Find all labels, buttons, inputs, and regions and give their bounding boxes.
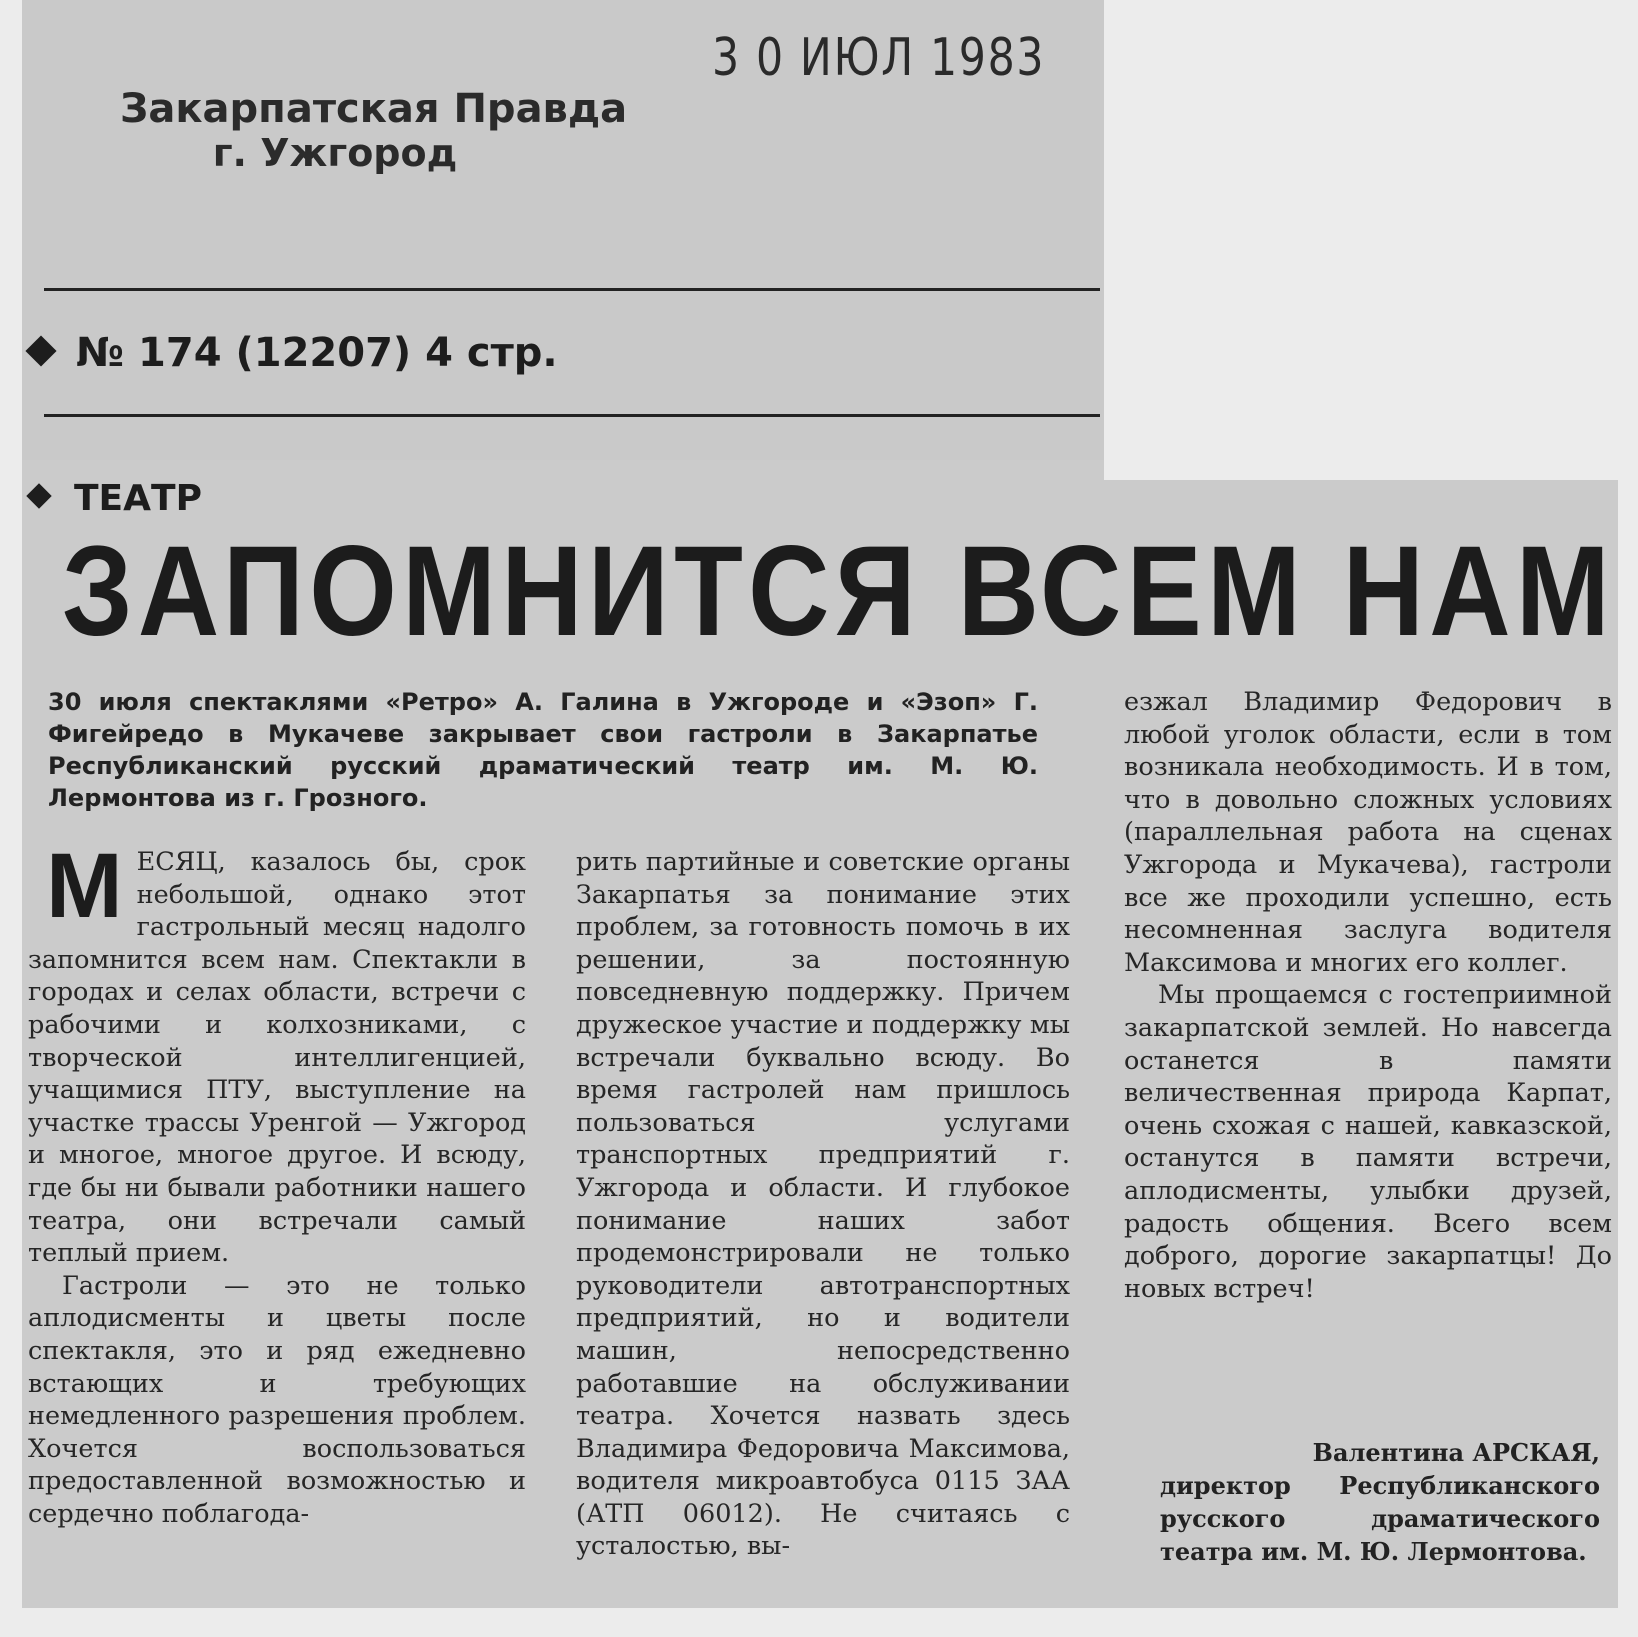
lead-paragraph: 30 июля спектаклями «Ретро» А. Галина в Ужгороде и «Эзоп» Г. Фигейредо в Мукачеве закрывает свои гастроли в Закарпатье Республиканский русский драматический театр им. М. Ю. Лермонтова из г. Грозного. [48, 688, 1038, 812]
divider-top [44, 288, 1100, 291]
article-column-3 [1124, 686, 1612, 1305]
paragraph: рить партийные и советские органы Закарпатья за понимание этих проблем, за готовность помочь в их решении, за постоянную повседневную поддержку. Причем дружеское участие и поддержку мы встречали буквально всюду. Во время гастролей нам пришлось пользоваться услугами транспортных предприятий г. Ужгорода и области. И глубокое понимание наших забот продемонстрировали не только руководители автотранспортных предприятий, но и водители машин, непосредственно работавшие на обслуживании театра. Хочется назвать здесь Владимира Федоровича Максимова, водителя микроавтобуса 0115 ЗАА (АТП 06012). Не считаясь с усталостью, вы- [576, 847, 1070, 1562]
paragraph [28, 835, 526, 1270]
issue-number: № 174 (12207) 4 стр. [76, 330, 558, 376]
stamp-newspaper-name: Закарпатская Правда [120, 86, 628, 132]
author-name: Валентина АРСКАЯ, [1312, 1438, 1600, 1467]
date-stamp: 3 0 ИЮЛ 1983 [712, 28, 1046, 88]
author-title: директор Республиканского русского драматического театра им. М. Ю. Лермонтова. [1160, 1471, 1600, 1566]
rubric [30, 478, 202, 519]
paragraph: езжал Владимир Федорович в любой уголок области, если в том возникала необходимость. И в том, что в довольно сложных условиях (параллельная работа на сценах Ужгорода и Мукачева), гастроли все же проходили успешно, есть несомненная заслуга водителя Максимова и многих его коллег. [1124, 687, 1612, 978]
paragraph-text: ЕСЯЦ, казалось бы, срок небольшой, однако этот гастрольный месяц надолго запомнится всем нам. Спектакли в городах и селах области, встречи с рабочими и колхозниками, с творческой интеллигенцией, учащимися ПТУ, выступление на участке трассы Уренгой — Ужгород и многое, многое другое. И всюду, где бы ни бывали работники нашего театра, они встречали самый теплый прием. [28, 847, 526, 1269]
stamp-city: г. Ужгород [212, 131, 458, 175]
signature-block [1160, 1436, 1600, 1568]
newspaper-stamp [120, 86, 628, 176]
diamond-bullet-icon [25, 335, 56, 366]
article-column-1 [28, 835, 526, 1530]
divider-bottom [44, 414, 1100, 417]
paragraph: Гастроли — это не только аплодисменты и цветы после спектакля, это и ряд ежедневно встающих и требующих немедленного разрешения проблем. Хочется воспользоваться предоставленной возможностью и сердечно поблагода- [28, 1270, 526, 1529]
article-column-2 [576, 846, 1070, 1563]
headline: ЗАПОМНИТСЯ ВСЕМ НАМ [62, 520, 1616, 663]
paragraph: Мы прощаемся с гостеприимной закарпатской землей. Но навсегда останется в памяти величественная природа Карпат, очень схожая с нашей, кавказской, останутся в памяти встречи, аплодисменты, улыбки друзей, радость общения. Всего всем доброго, дорогие закарпатцы! До новых встреч! [1124, 980, 1612, 1304]
issue-line [30, 330, 558, 376]
diamond-bullet-icon [26, 483, 51, 508]
rubric-label: ТЕАТР [74, 478, 202, 519]
drop-cap: М [46, 835, 123, 937]
